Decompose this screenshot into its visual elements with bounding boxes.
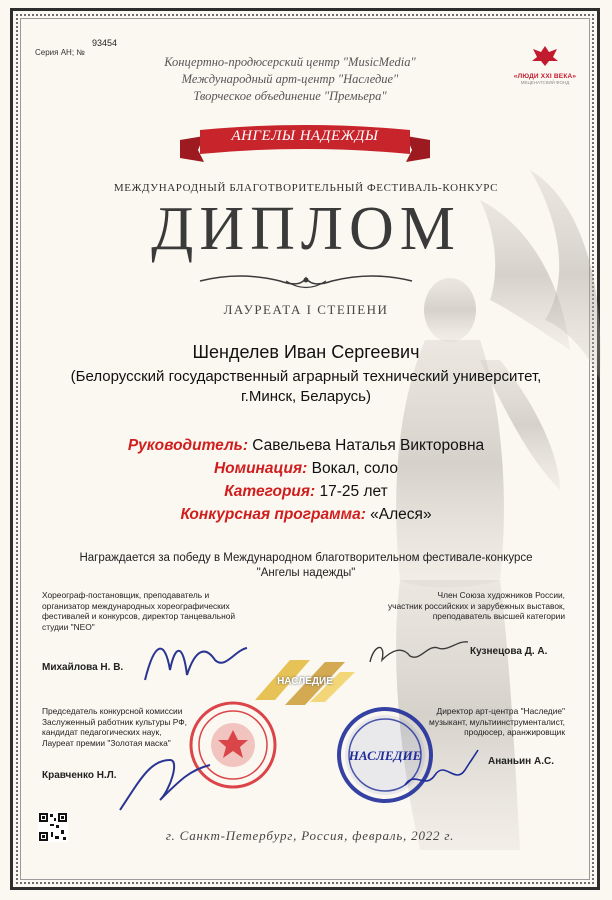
signatory-right-top-title (340, 590, 565, 622)
signatory-right-top-name: Кузнецова Д. А. (470, 646, 548, 657)
festival-title: МЕЖДУНАРОДНЫЙ БЛАГОТВОРИТЕЛЬНЫЙ ФЕСТИВАЛЬ-КОНКУРС (113, 182, 499, 194)
signature-kuznetsova (362, 632, 472, 672)
double-eagle-icon (530, 44, 560, 68)
title-line: Директор арт-центра "Наследие" (436, 706, 565, 716)
title-line: участник российских и зарубежных выставок, (387, 600, 565, 611)
detail-value: 17-25 лет (319, 483, 388, 500)
title-line: кандидат педагогических наук, (42, 727, 162, 737)
detail-supervisor (40, 437, 572, 455)
title-line: Хореограф-постановщик, преподаватель и (42, 590, 210, 600)
detail-label: Номинация: (213, 460, 308, 477)
detail-category (40, 483, 572, 501)
signature-kravchenko (110, 740, 220, 820)
foundation-logo (510, 44, 580, 85)
org-line-1: Концертно-продюсерский центр "MusicMedia" (164, 55, 416, 69)
signatory-right-bottom-name: Ананьин А.С. (488, 756, 554, 767)
signatory-left-top-name: Михайлова Н. В. (42, 662, 124, 673)
title-line: студии "NEO" (42, 621, 95, 632)
signature-mikhailova (135, 630, 255, 690)
recipient-name: Шенделев Иван Сергеевич (192, 342, 420, 362)
org-line-3: Творческое объединение "Премьера" (193, 89, 387, 103)
series-label: Серия АН; № (35, 48, 85, 57)
title-line: музыкант, мультиинструменталист, (429, 716, 565, 727)
city-date-line: г. Санкт-Петербург, Россия, февраль, 2022 г. (165, 828, 455, 843)
detail-program (40, 506, 572, 524)
detail-value: Вокал, соло (311, 460, 399, 477)
title-line: Член Союза художников России, (437, 590, 565, 600)
title-line: продюсер, аранжировщик (464, 727, 565, 737)
detail-label: Руководитель: (127, 437, 248, 454)
title-line: Заслуженный работник культуры РФ, (42, 716, 187, 727)
signatory-left-top-title (42, 590, 272, 632)
detail-label: Категория: (224, 483, 316, 500)
institution-line-2: г.Минск, Беларусь) (241, 388, 371, 405)
title-line: преподаватель высшей категории (432, 611, 565, 621)
org-line-2: Международный арт-центр "Наследие" (181, 72, 399, 86)
signatory-left-bottom-name: Кравченко Н.Л. (42, 770, 117, 781)
nasledie-logo-text: НАСЛЕДИЕ (277, 676, 333, 687)
ribbon-title: АНГЕЛЫ НАДЕЖДЫ (231, 128, 379, 144)
logo-text: «ЛЮДИ XXI ВЕКА» (513, 73, 577, 80)
title-line: фестивалей и конкурсов, директор танцевальной (42, 611, 236, 621)
institution-line-1: (Белорусский государственный аграрный технический университет, (70, 368, 542, 385)
detail-nomination (40, 460, 572, 478)
award-line-2: "Ангелы надежды" (256, 567, 356, 579)
signature-ananyin (400, 740, 480, 800)
detail-value: «Алеся» (370, 506, 432, 523)
title-line: организатор международных хореографических (42, 600, 230, 611)
diploma-heading: ДИПЛОМ (151, 195, 461, 263)
award-line-1: Награждается за победу в Международном благотворительном фестивале-конкурсе (79, 552, 533, 564)
logo-subtext: МЕЦЕНАТСКИЙ ФОНД (520, 80, 570, 85)
blue-seal-text: НАСЛЕДИЕ (348, 748, 422, 763)
laureate-degree: ЛАУРЕАТА I СТЕПЕНИ (223, 302, 389, 317)
detail-label: Конкурсная программа: (180, 506, 366, 523)
detail-value: Савельева Наталья Викторовна (252, 437, 485, 454)
title-line: Председатель конкурсной комиссии (42, 706, 183, 716)
title-line: Лауреат премии "Золотая маска" (42, 737, 171, 748)
ornamental-flourish (190, 266, 422, 296)
serial-number: 93454 (92, 38, 118, 48)
